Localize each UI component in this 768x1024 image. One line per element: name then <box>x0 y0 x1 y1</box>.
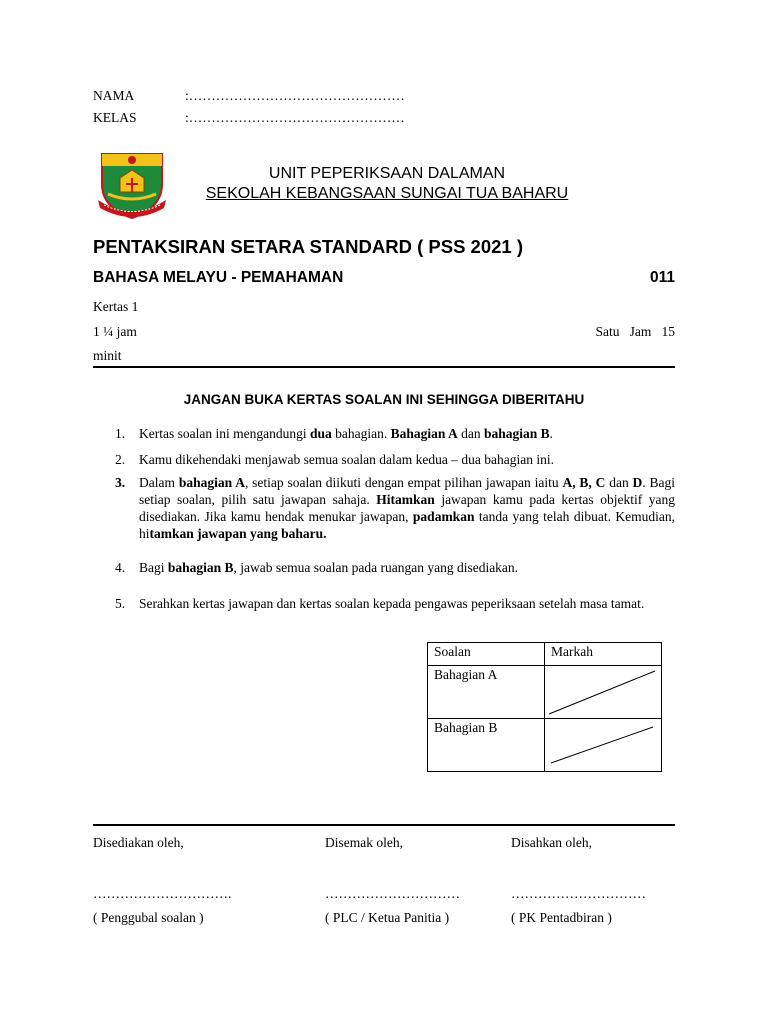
prepared-by-title: Disediakan oleh, <box>93 835 184 850</box>
checked-by-title: Disemak oleh, <box>325 835 403 850</box>
checked-by-role: ( PLC / Ketua Panitia ) <box>325 910 450 925</box>
text: dan <box>605 475 633 490</box>
emphasis: A, B, C <box>562 475 606 490</box>
unit-title: UNIT PEPERIKSAAN DALAMAN <box>268 165 506 182</box>
header-divider <box>93 366 675 368</box>
table-row-label: Bahagian B <box>428 719 545 772</box>
instruction-number: 5. <box>115 596 126 611</box>
emphasis: bahagian B <box>167 560 234 575</box>
text: Bagi <box>139 560 168 575</box>
paper-label: Kertas 1 <box>93 299 139 314</box>
strike-line <box>545 666 661 720</box>
instruction-number: 4. <box>115 560 126 575</box>
text: tanda yang telah dibuat. Kemudian, hi <box>139 509 675 541</box>
instruction-item <box>115 595 675 612</box>
exam-title: PENTAKSIRAN SETARA STANDARD ( PSS 2021 ) <box>93 236 524 257</box>
prepared-by-role: ( Penggubal soalan ) <box>93 910 204 925</box>
name-field[interactable]: :………………………………………… <box>185 88 405 103</box>
text: Kertas soalan ini mengandungi <box>139 426 310 441</box>
emphasis: Hitamkan <box>376 492 435 507</box>
school-crest-logo <box>96 148 168 222</box>
emphasis: tamkan jawapan yang baharu. <box>149 526 327 541</box>
instruction-number: 1. <box>115 426 126 441</box>
class-label: KELAS <box>93 110 137 125</box>
emphasis: bahagian B <box>484 426 550 441</box>
subject-title: BAHASA MELAYU - PEMAHAMAN <box>93 269 344 286</box>
table-header-question: Soalan <box>428 643 545 666</box>
warning-text: JANGAN BUKA KERTAS SOALAN INI SEHINGGA DIBERITAHU <box>183 392 585 407</box>
approved-by-role: ( PK Pentadbiran ) <box>511 910 612 925</box>
text: bahagian. <box>331 426 391 441</box>
emphasis: dua <box>309 426 332 441</box>
name-label: NAMA <box>93 88 135 103</box>
duration-words: Satu Jam 15 <box>595 324 675 339</box>
instruction-number: 3. <box>115 475 126 490</box>
approved-by-signature-line[interactable]: ………………………… <box>511 886 646 901</box>
text: , setiap soalan diikuti dengan empat pilihan jawapan iaitu <box>244 475 563 490</box>
checked-by-signature-line[interactable]: ………………………… <box>325 886 460 901</box>
text: Kamu dikehendaki menjawab semua soalan dalam kedua – dua bahagian ini. <box>139 452 554 467</box>
subject-code: 011 <box>649 269 675 286</box>
prepared-by-signature-line[interactable]: …………………………. <box>93 886 232 901</box>
marks-cell-a[interactable] <box>545 666 662 719</box>
duration-numeric: 1 ¼ jam <box>93 324 137 339</box>
instruction-item <box>115 474 675 542</box>
instruction-item <box>115 559 675 576</box>
school-name: SEKOLAH KEBANGSAAN SUNGAI TUA BAHARU <box>205 185 569 202</box>
instruction-number: 2. <box>115 452 126 467</box>
text: . Bagi setiap soalan, pilih satu jawapan sahaja. <box>139 475 675 507</box>
instruction-item <box>115 425 675 442</box>
text: Dalam <box>139 475 179 490</box>
text: jawapan kamu pada kertas objektif yang disediakan. Jika kamu hendak menukar jawapan, <box>139 492 675 524</box>
instruction-item <box>115 451 675 468</box>
text: dan <box>457 426 485 441</box>
signature-divider <box>93 824 675 826</box>
emphasis: bahagian A <box>178 475 245 490</box>
text: . <box>549 426 554 441</box>
marks-cell-b[interactable] <box>545 719 662 772</box>
class-field[interactable]: :………………………………………… <box>185 110 405 125</box>
strike-line <box>545 719 661 773</box>
marks-table <box>427 642 662 772</box>
table-row-label: Bahagian A <box>428 666 545 719</box>
table-header-marks: Markah <box>545 643 662 666</box>
text: , jawab semua soalan pada ruangan yang disediakan. <box>233 560 519 575</box>
emphasis: padamkan <box>412 509 475 524</box>
duration-words-wrap: minit <box>93 348 122 363</box>
approved-by-title: Disahkan oleh, <box>511 835 592 850</box>
text: Serahkan kertas jawapan dan kertas soalan kepada pengawas peperiksaan setelah masa tamat. <box>139 596 645 611</box>
emphasis: Bahagian A <box>390 426 458 441</box>
emphasis: D <box>632 475 643 490</box>
